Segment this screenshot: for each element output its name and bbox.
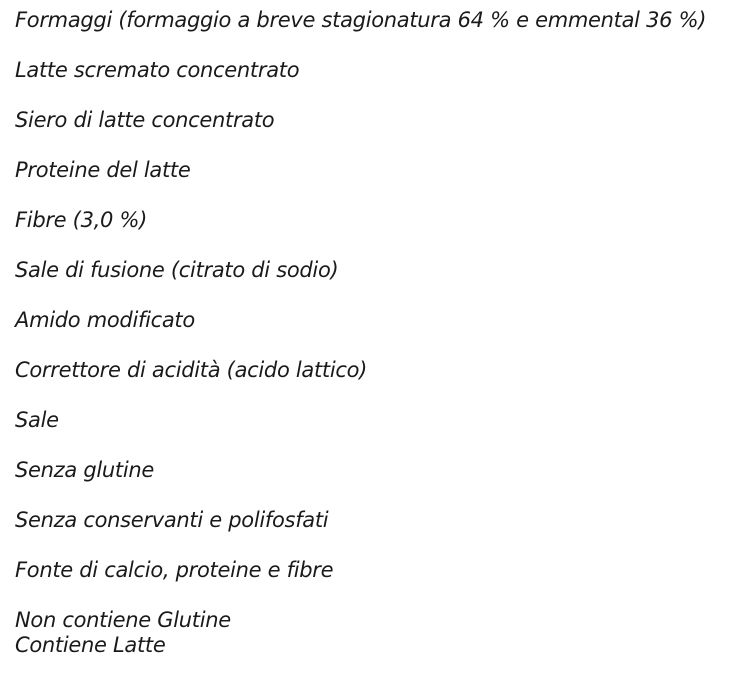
list-item: Sale [15,408,59,432]
list-item: Correttore di acidità (acido lattico) [15,358,368,382]
list-item: Amido modificato [15,308,195,332]
allergen-milk-line: Contiene Latte [15,633,166,657]
list-item: Proteine del latte [15,158,191,182]
list-item: Formaggi (formaggio a breve stagionatura 64 % e emmental 36 %) [15,8,707,32]
list-item: Latte scremato concentrato [15,58,300,82]
list-item: Sale di fusione (citrato di sodio) [15,258,339,282]
list-item: Senza conservanti e polifosfati [15,508,329,532]
list-item: Senza glutine [15,458,154,482]
ingredient-list [15,8,733,658]
allergen-info [15,608,733,658]
allergen-gluten-line: Non contiene Glutine [15,608,231,632]
list-item: Siero di latte concentrato [15,108,275,132]
list-item: Fonte di calcio, proteine e fibre [15,558,334,582]
list-item: Fibre (3,0 %) [15,208,147,232]
